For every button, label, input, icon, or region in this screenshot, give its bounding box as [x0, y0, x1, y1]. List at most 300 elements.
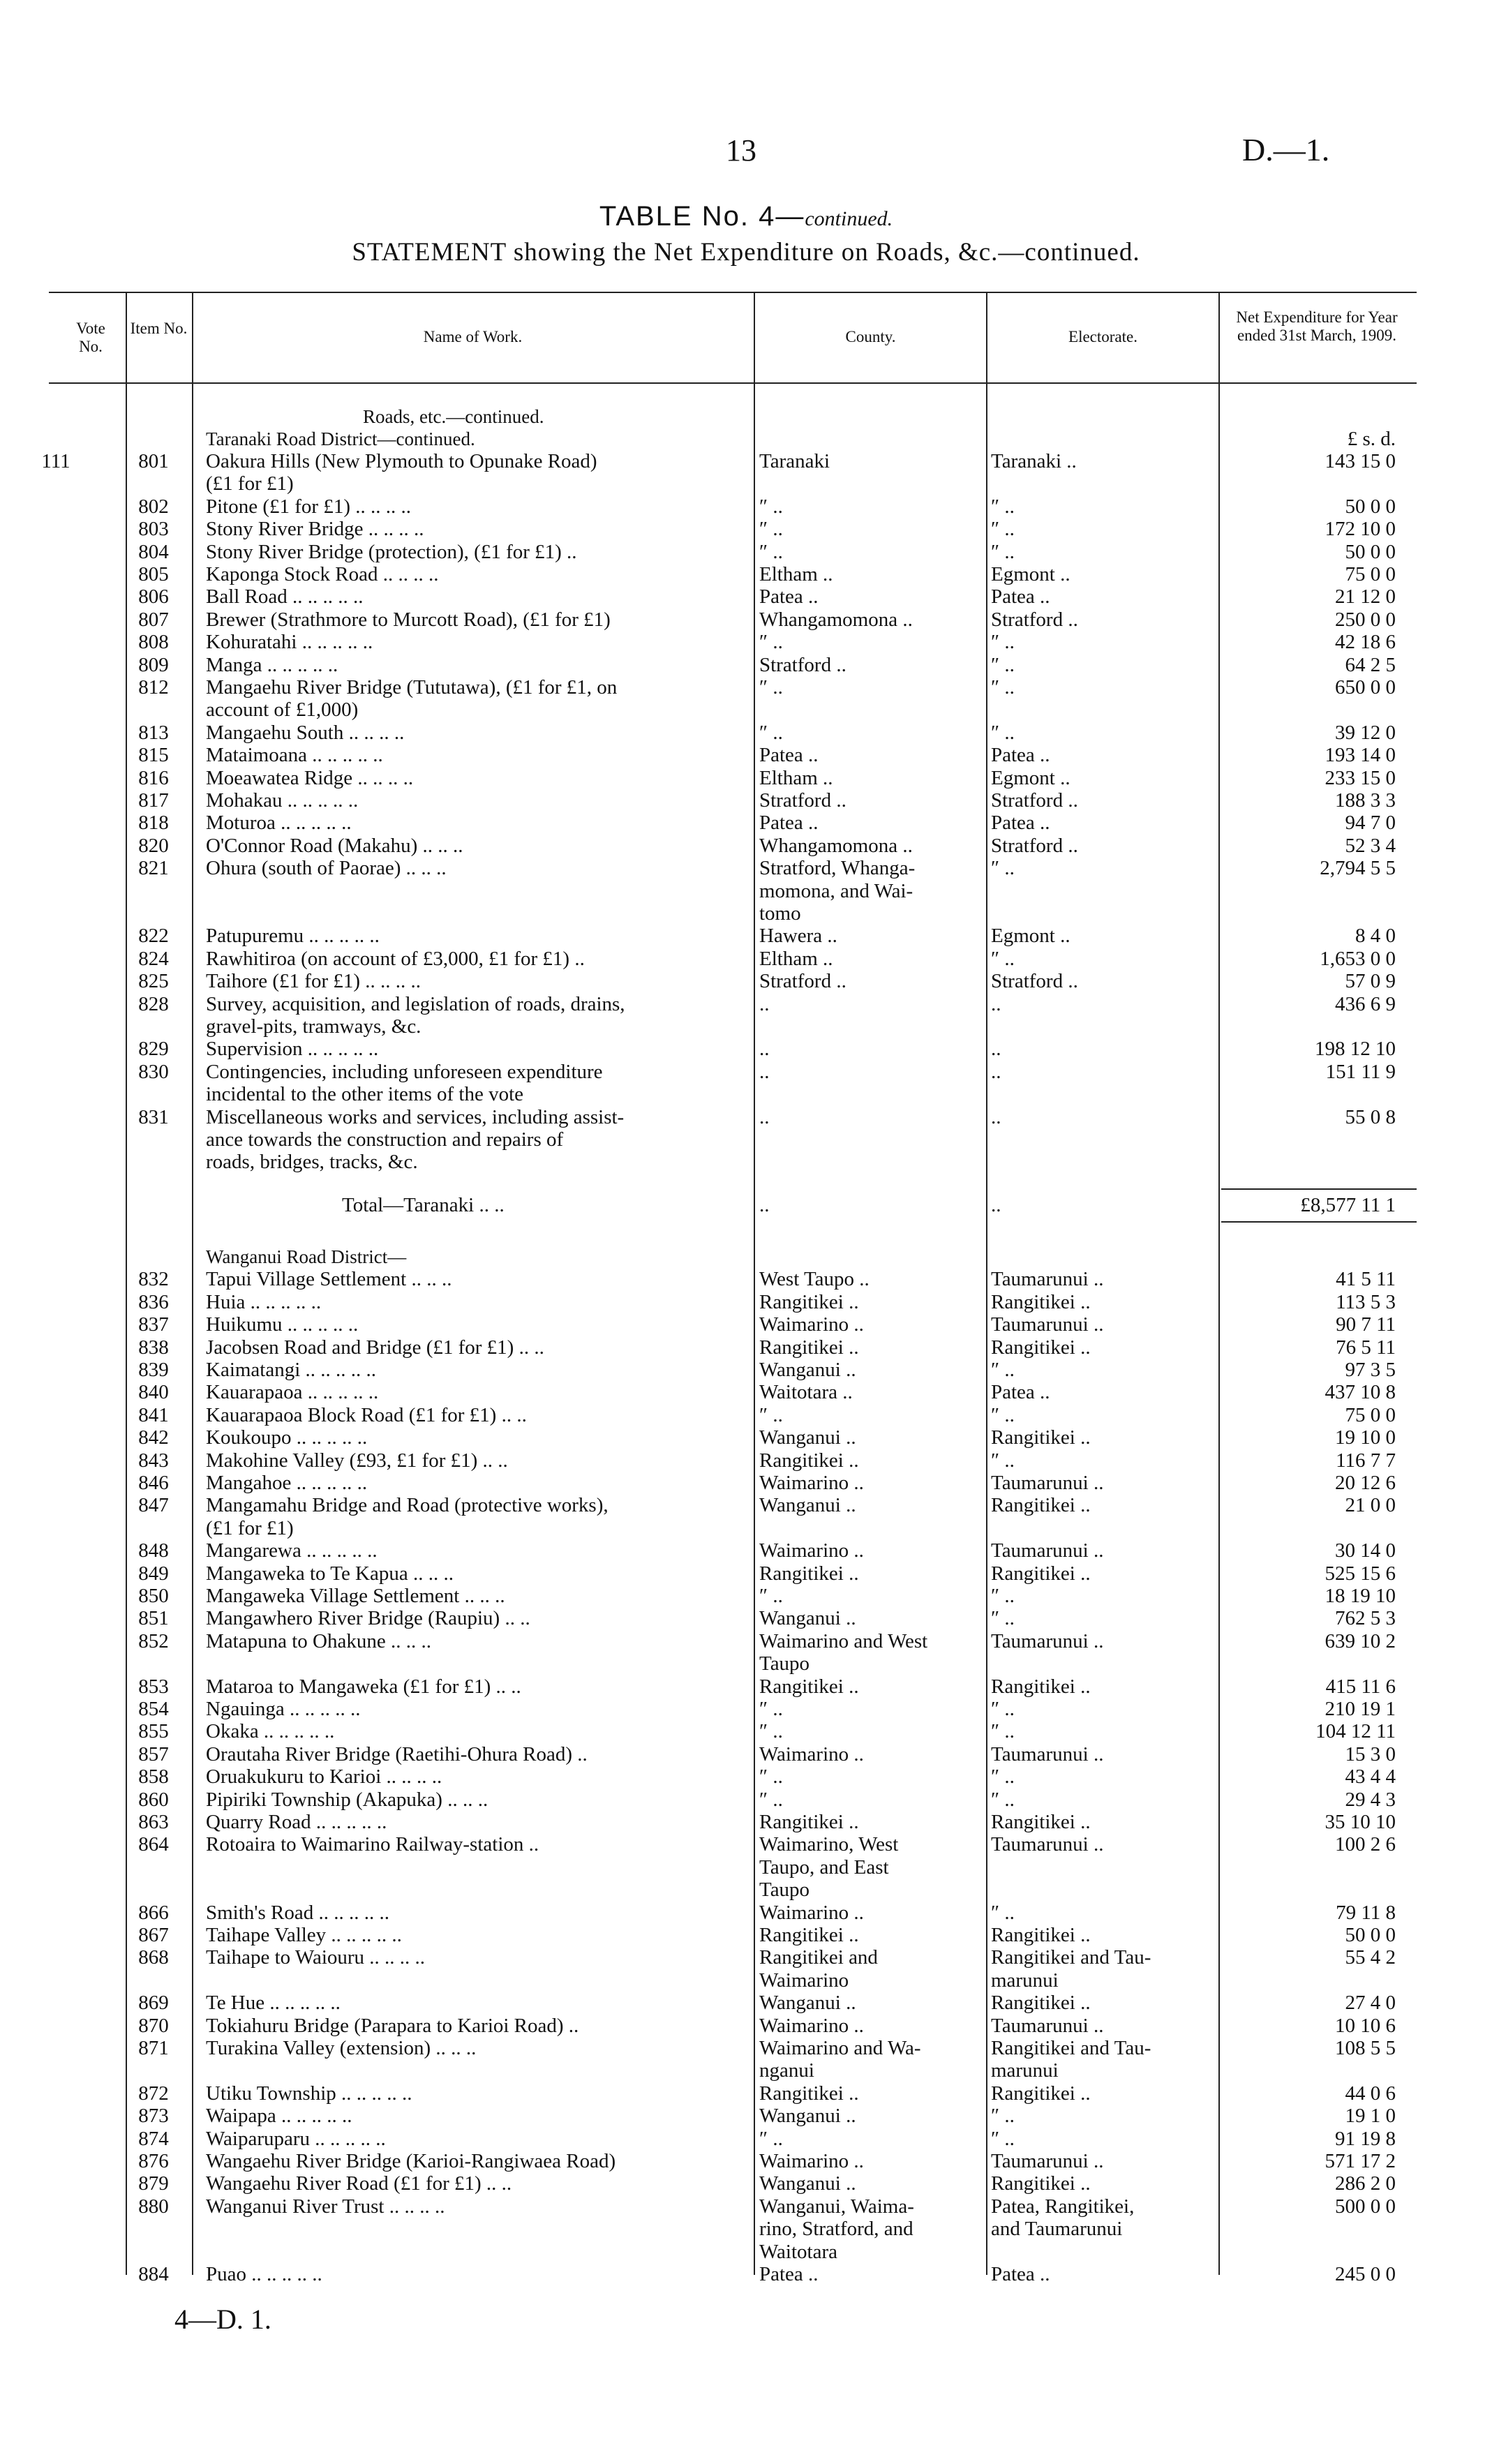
wanganui-row-county: Wanganui .. [759, 2172, 856, 2195]
wanganui-row-county: Waimarino .. [759, 1313, 864, 1336]
wanganui-row-county: Patea .. [759, 2263, 819, 2285]
wanganui-row-electorate: Rangitikei .. [991, 1562, 1091, 1585]
wanganui-row-county: ″ .. [759, 1403, 783, 1426]
wanganui-row-amount: 75 0 0 [1345, 1403, 1396, 1426]
wanganui-row-county: Rangitikei .. [759, 1562, 859, 1585]
taranaki-row-work-name: Supervision .. .. .. .. .. [206, 1038, 379, 1061]
footer-mark: 4—D. 1. [174, 2304, 271, 2335]
taranaki-row-item-no: 804 [138, 540, 169, 563]
wanganui-row-amount: 27 4 0 [1345, 1992, 1396, 2015]
taranaki-row-electorate: ″ .. [991, 540, 1015, 563]
wanganui-row-electorate: ″ .. [991, 1359, 1015, 1381]
wanganui-row-work-name: Smith's Road .. .. .. .. .. [206, 1901, 390, 1924]
wanganui-row-county: ″ .. [759, 1720, 783, 1743]
wanganui-row-county: rino, Stratford, and [759, 2218, 913, 2241]
wanganui-row-county: Wanganui, Waima- [759, 2195, 914, 2218]
taranaki-row-county: Eltham .. [759, 766, 833, 789]
wanganui-row-item-no: 855 [138, 1720, 169, 1743]
taranaki-row-amount: 8 4 0 [1355, 925, 1396, 948]
wanganui-row-work-name: (£1 for £1) [206, 1516, 294, 1539]
col-head-county: County. [845, 328, 896, 345]
wanganui-row-work-name: Makohine Valley (£93, £1 for £1) .. .. [206, 1449, 508, 1472]
wanganui-row-item-no: 874 [138, 2127, 169, 2150]
wanganui-row-amount: 55 4 2 [1345, 1946, 1396, 1969]
wanganui-row-work-name: Kaimatangi .. .. .. .. .. [206, 1359, 377, 1381]
wanganui-row-electorate: Rangitikei .. [991, 1992, 1091, 2015]
wanganui-row-county: Rangitikei .. [759, 1811, 859, 1833]
wanganui-row-work-name: Mangaweka Village Settlement .. .. .. [206, 1585, 505, 1607]
wanganui-row-electorate: ″ .. [991, 1698, 1015, 1720]
wanganui-row-electorate: Taumarunui .. [991, 1833, 1104, 1856]
wanganui-row-electorate: Rangitikei .. [991, 1494, 1091, 1517]
wanganui-row-item-no: 872 [138, 2082, 169, 2105]
wanganui-row-county: Rangitikei .. [759, 1924, 859, 1946]
wanganui-row-work-name: Mangamahu Bridge and Road (protective works), [206, 1494, 609, 1517]
col-head-net-expenditure: Net Expenditure for Year ended 31st March, 1909. [1236, 308, 1398, 344]
wanganui-row-county: Taupo [759, 1652, 810, 1675]
taranaki-row-amount: 233 15 0 [1325, 766, 1396, 789]
wanganui-row-electorate: Rangitikei .. [991, 1426, 1091, 1449]
taranaki-row-electorate: ″ .. [991, 947, 1015, 970]
wanganui-row-work-name: Waiparuparu .. .. .. .. .. [206, 2127, 386, 2150]
wanganui-row-amount: 41 5 11 [1336, 1268, 1396, 1291]
wanganui-row-amount: 116 7 7 [1336, 1449, 1396, 1472]
wanganui-row-work-name: Wangaehu River Road (£1 for £1) .. .. [206, 2172, 512, 2195]
taranaki-row-county: Patea .. [759, 744, 819, 767]
taranaki-row-electorate: Egmont .. [991, 766, 1070, 789]
wanganui-row-electorate: ″ .. [991, 1765, 1015, 1789]
wanganui-row-county: Waimarino .. [759, 2014, 864, 2037]
taranaki-row-county: ″ .. [759, 540, 783, 563]
taranaki-row-electorate: Egmont .. [991, 563, 1070, 585]
wanganui-row-work-name: Huia .. .. .. .. .. [206, 1290, 322, 1313]
wanganui-row-amount: 571 17 2 [1325, 2150, 1396, 2172]
taranaki-row-work-name: Oakura Hills (New Plymouth to Opunake Road) [206, 450, 597, 472]
wanganui-row-county: ″ .. [759, 1698, 783, 1720]
taranaki-row-county: .. [759, 1060, 770, 1083]
wanganui-row-item-no: 873 [138, 2105, 169, 2128]
wanganui-row-item-no: 854 [138, 1698, 169, 1720]
wanganui-row-amount: 245 0 0 [1335, 2263, 1396, 2285]
wanganui-row-work-name: Mataroa to Mangaweka (£1 for £1) .. .. [206, 1675, 521, 1698]
wanganui-row-item-no: 857 [138, 1742, 169, 1765]
wanganui-row-county: Wanganui .. [759, 1494, 856, 1517]
wanganui-row-electorate: Taumarunui .. [991, 1268, 1104, 1291]
taranaki-row-work-name: Kaponga Stock Road .. .. .. .. [206, 563, 439, 585]
wanganui-row-item-no: 848 [138, 1539, 169, 1562]
taranaki-row-work-name: Brewer (Strathmore to Murcott Road), (£1 for £1) [206, 608, 611, 631]
taranaki-row-electorate: Stratford .. [991, 834, 1078, 857]
taranaki-row-work-name: Mangaehu South .. .. .. .. [206, 721, 405, 744]
section-roads: Roads, etc.—continued. [363, 406, 544, 427]
taranaki-row-electorate: ″ .. [991, 653, 1015, 676]
taranaki-row-electorate: Taranaki .. [991, 450, 1077, 472]
taranaki-row-county: Eltham .. [759, 947, 833, 970]
taranaki-row-amount: 75 0 0 [1345, 563, 1396, 585]
wanganui-row-amount: 18 19 10 [1325, 1585, 1396, 1607]
col-head-item: Item No. [130, 320, 188, 337]
wanganui-row-amount: 19 1 0 [1345, 2105, 1396, 2128]
taranaki-row-work-name: roads, bridges, tracks, &c. [206, 1151, 418, 1174]
taranaki-row-electorate: Stratford .. [991, 608, 1078, 631]
wanganui-row-county: ″ .. [759, 2127, 783, 2150]
taranaki-row-work-name: Patupuremu .. .. .. .. .. [206, 925, 380, 948]
wanganui-row-electorate: Rangitikei .. [991, 1924, 1091, 1946]
taranaki-row-county: Whangamomona .. [759, 608, 913, 631]
wanganui-row-item-no: 839 [138, 1359, 169, 1381]
taranaki-row-county: ″ .. [759, 495, 783, 518]
taranaki-row-amount: 198 12 10 [1315, 1038, 1396, 1061]
taranaki-row-work-name: Rawhitiroa (on account of £3,000, £1 for £1) .. [206, 947, 585, 970]
wanganui-row-electorate: Rangitikei and Tau- [991, 1946, 1151, 1969]
taranaki-row-county: .. [759, 1105, 770, 1128]
wanganui-row-electorate: Taumarunui .. [991, 1472, 1104, 1494]
wanganui-row-county: Waitotara .. [759, 1381, 853, 1404]
wanganui-row-item-no: 836 [138, 1290, 169, 1313]
wanganui-row-county: Wanganui .. [759, 2105, 856, 2128]
taranaki-row-electorate: ″ .. [991, 518, 1015, 541]
taranaki-row-amount: 55 0 8 [1345, 1105, 1396, 1128]
wanganui-row-electorate: marunui [991, 2059, 1059, 2082]
wanganui-row-county: Rangitikei .. [759, 1449, 859, 1472]
wanganui-row-amount: 79 11 8 [1336, 1901, 1396, 1924]
taranaki-row-work-name: account of £1,000) [206, 699, 359, 722]
taranaki-row-work-name: Pitone (£1 for £1) .. .. .. .. [206, 495, 411, 518]
wanganui-row-work-name: Okaka .. .. .. .. .. [206, 1720, 335, 1743]
wanganui-row-amount: 100 2 6 [1335, 1833, 1396, 1856]
taranaki-row-county: Patea .. [759, 585, 819, 608]
taranaki-row-county: ″ .. [759, 518, 783, 541]
wanganui-row-amount: 639 10 2 [1325, 1629, 1396, 1652]
taranaki-row-item-no: 822 [138, 925, 169, 948]
wanganui-row-county: West Taupo .. [759, 1268, 870, 1291]
statement-title: STATEMENT showing the Net Expenditure on Roads, &c.—continued. [352, 238, 1140, 267]
taranaki-row-electorate: ″ .. [991, 495, 1015, 518]
taranaki-row-work-name: Stony River Bridge .. .. .. .. [206, 518, 424, 541]
wanganui-row-amount: 76 5 11 [1336, 1336, 1396, 1359]
taranaki-row-county: ″ .. [759, 631, 783, 654]
taranaki-row-electorate: Stratford .. [991, 789, 1078, 812]
wanganui-row-electorate: Rangitikei .. [991, 1811, 1091, 1833]
wanganui-row-electorate: Taumarunui .. [991, 1629, 1104, 1652]
wanganui-row-item-no: 846 [138, 1472, 169, 1494]
wanganui-row-county: ″ .. [759, 1585, 783, 1607]
wanganui-row-electorate: ″ .. [991, 1901, 1015, 1924]
taranaki-row-electorate: ″ .. [991, 721, 1015, 744]
taranaki-row-electorate: Stratford .. [991, 970, 1078, 993]
taranaki-row-county: Taranaki [759, 450, 830, 472]
wanganui-row-electorate: ″ .. [991, 1585, 1015, 1607]
taranaki-row-amount: 2,794 5 5 [1320, 857, 1396, 880]
wanganui-row-electorate: ″ .. [991, 1403, 1015, 1426]
wanganui-row-county: ″ .. [759, 1765, 783, 1789]
wanganui-row-item-no: 863 [138, 1811, 169, 1833]
wanganui-row-item-no: 851 [138, 1607, 169, 1630]
wanganui-row-item-no: 843 [138, 1449, 169, 1472]
taranaki-row-electorate: Patea .. [991, 744, 1050, 767]
wanganui-row-work-name: Oruakukuru to Karioi .. .. .. .. [206, 1765, 442, 1789]
wanganui-row-electorate: Rangitikei .. [991, 2082, 1091, 2105]
wanganui-row-work-name: Orautaha River Bridge (Raetihi-Ohura Road) .. [206, 1742, 588, 1765]
wanganui-row-amount: 19 10 0 [1335, 1426, 1396, 1449]
taranaki-row-work-name: Mangaehu River Bridge (Tututawa), (£1 for £1, on [206, 676, 618, 699]
taranaki-row-amount: 21 12 0 [1335, 585, 1396, 608]
taranaki-row-item-no: 829 [138, 1038, 169, 1061]
wanganui-row-electorate: Rangitikei .. [991, 1336, 1091, 1359]
wanganui-row-amount: 20 12 6 [1335, 1472, 1396, 1494]
wanganui-row-item-no: 860 [138, 1788, 169, 1811]
taranaki-row-electorate: .. [991, 1060, 1001, 1083]
wanganui-row-county: Rangitikei .. [759, 2082, 859, 2105]
wanganui-row-county: Waitotara [759, 2240, 837, 2263]
wanganui-row-amount: 113 5 3 [1336, 1290, 1396, 1313]
wanganui-row-electorate: ″ .. [991, 1607, 1015, 1630]
taranaki-row-electorate: ″ .. [991, 676, 1015, 699]
wanganui-row-electorate: marunui [991, 1969, 1059, 1992]
section-wanganui: Wanganui Road District— [206, 1246, 407, 1267]
taranaki-row-county: Hawera .. [759, 925, 837, 948]
wanganui-row-amount: 286 2 0 [1335, 2172, 1396, 2195]
taranaki-row-item-no: 824 [138, 947, 169, 970]
taranaki-row-electorate: ″ .. [991, 857, 1015, 880]
taranaki-row-work-name: Taihore (£1 for £1) .. .. .. .. [206, 970, 422, 993]
taranaki-row-work-name: Mohakau .. .. .. .. .. [206, 789, 359, 812]
col-head-name: Name of Work. [423, 328, 523, 345]
wanganui-row-work-name: Huikumu .. .. .. .. .. [206, 1313, 359, 1336]
taranaki-row-amount: 436 6 9 [1335, 992, 1396, 1015]
wanganui-row-amount: 437 10 8 [1325, 1381, 1396, 1404]
wanganui-row-amount: 15 3 0 [1345, 1742, 1396, 1765]
wanganui-row-work-name: Mangawhero River Bridge (Raupiu) .. .. [206, 1607, 530, 1630]
wanganui-row-county: Waimarino and West [759, 1629, 928, 1652]
taranaki-row-county: Patea .. [759, 812, 819, 835]
wanganui-row-county: Rangitikei .. [759, 1336, 859, 1359]
taranaki-row-work-name: Mataimoana .. .. .. .. .. [206, 744, 383, 767]
wanganui-row-electorate: Rangitikei and Tau- [991, 2037, 1151, 2059]
wanganui-row-electorate: Rangitikei .. [991, 1675, 1091, 1698]
taranaki-row-work-name: Manga .. .. .. .. .. [206, 653, 338, 676]
taranaki-row-item-no: 817 [138, 789, 169, 812]
wanganui-row-item-no: 853 [138, 1675, 169, 1698]
wanganui-row-amount: 91 19 8 [1335, 2127, 1396, 2150]
page-number: 13 [726, 133, 756, 167]
taranaki-row-county: Stratford, Whanga- [759, 857, 916, 880]
wanganui-row-work-name: Matapuna to Ohakune .. .. .. [206, 1629, 431, 1652]
taranaki-row-item-no: 830 [138, 1060, 169, 1083]
taranaki-row-item-no: 805 [138, 563, 169, 585]
taranaki-row-county: .. [759, 1038, 770, 1061]
wanganui-row-electorate: ″ .. [991, 1720, 1015, 1743]
wanganui-row-amount: 104 12 11 [1315, 1720, 1396, 1743]
table-title-continued: continued. [805, 207, 893, 230]
wanganui-row-amount: 762 5 3 [1335, 1607, 1396, 1630]
wanganui-row-amount: 43 4 4 [1345, 1765, 1396, 1789]
wanganui-row-amount: 415 11 6 [1325, 1675, 1396, 1698]
wanganui-row-work-name: Tokiahuru Bridge (Parapara to Karioi Road) .. [206, 2014, 579, 2037]
taranaki-row-amount: 151 11 9 [1325, 1060, 1396, 1083]
wanganui-row-work-name: Rotoaira to Waimarino Railway-station .. [206, 1833, 539, 1856]
wanganui-row-electorate: Rangitikei .. [991, 2172, 1091, 2195]
wanganui-row-item-no: 840 [138, 1381, 169, 1404]
taranaki-row-amount: 188 3 3 [1335, 789, 1396, 812]
wanganui-row-work-name: Te Hue .. .. .. .. .. [206, 1992, 341, 2015]
total-county: .. [759, 1194, 770, 1216]
taranaki-row-electorate: .. [991, 992, 1001, 1015]
total-top-rule [1221, 1188, 1417, 1190]
taranaki-row-item-no: 801 [138, 450, 169, 472]
taranaki-row-amount: 57 0 9 [1345, 970, 1396, 993]
wanganui-row-county: Waimarino .. [759, 1901, 864, 1924]
wanganui-row-work-name: Turakina Valley (extension) .. .. .. [206, 2037, 477, 2059]
wanganui-row-county: Waimarino, West [759, 1833, 899, 1856]
wanganui-row-electorate: Taumarunui .. [991, 1313, 1104, 1336]
taranaki-row-amount: 143 15 0 [1325, 450, 1396, 472]
col-head-vote: Vote No. [76, 320, 105, 355]
taranaki-row-item-no: 803 [138, 518, 169, 541]
taranaki-row-work-name: (£1 for £1) [206, 472, 294, 495]
wanganui-row-electorate: ″ .. [991, 2105, 1015, 2128]
wanganui-row-county: Waimarino and Wa- [759, 2037, 921, 2059]
taranaki-row-work-name: Survey, acquisition, and legislation of roads, drains, [206, 992, 625, 1015]
wanganui-row-item-no: 879 [138, 2172, 169, 2195]
wanganui-row-electorate: Taumarunui .. [991, 2150, 1104, 2172]
wanganui-row-work-name: Quarry Road .. .. .. .. .. [206, 1811, 387, 1833]
wanganui-row-electorate: Taumarunui .. [991, 2014, 1104, 2037]
wanganui-row-item-no: 870 [138, 2014, 169, 2037]
wanganui-row-amount: 44 0 6 [1345, 2082, 1396, 2105]
wanganui-row-county: Wanganui .. [759, 1426, 856, 1449]
total-label: Total—Taranaki .. .. [342, 1194, 505, 1216]
taranaki-row-work-name: Stony River Bridge (protection), (£1 for £1) .. [206, 540, 577, 563]
wanganui-row-item-no: 838 [138, 1336, 169, 1359]
taranaki-row-item-no: 831 [138, 1105, 169, 1128]
wanganui-row-item-no: 869 [138, 1992, 169, 2015]
wanganui-row-electorate: Patea, Rangitikei, [991, 2195, 1135, 2218]
wanganui-row-amount: 108 5 5 [1335, 2037, 1396, 2059]
wanganui-row-amount: 21 0 0 [1345, 1494, 1396, 1517]
wanganui-row-item-no: 847 [138, 1494, 169, 1517]
wanganui-row-county: Wanganui .. [759, 1992, 856, 2015]
taranaki-row-amount: 250 0 0 [1335, 608, 1396, 631]
document-code: D.—1. [1242, 132, 1330, 167]
wanganui-row-item-no: 867 [138, 1924, 169, 1946]
wanganui-row-county: Rangitikei and [759, 1946, 878, 1969]
wanganui-row-county: Wanganui .. [759, 1607, 856, 1630]
wanganui-row-electorate: ″ .. [991, 2127, 1015, 2150]
taranaki-row-amount: 50 0 0 [1345, 540, 1396, 563]
taranaki-row-county: momona, and Wai- [759, 879, 913, 902]
wanganui-row-item-no: 866 [138, 1901, 169, 1924]
wanganui-row-county: Taupo, and East [759, 1856, 889, 1879]
wanganui-row-work-name: Kauarapaoa .. .. .. .. .. [206, 1381, 379, 1404]
wanganui-row-electorate: Taumarunui .. [991, 1539, 1104, 1562]
taranaki-row-amount: 193 14 0 [1325, 744, 1396, 767]
wanganui-row-electorate: ″ .. [991, 1449, 1015, 1472]
wanganui-row-work-name: Wanganui River Trust .. .. .. .. [206, 2195, 445, 2218]
taranaki-row-electorate: Patea .. [991, 812, 1050, 835]
taranaki-row-amount: 52 3 4 [1345, 834, 1396, 857]
taranaki-row-item-no: 812 [138, 676, 169, 699]
wanganui-row-county: Waimarino .. [759, 2150, 864, 2172]
vote-number: 111 [41, 450, 70, 472]
wanganui-row-work-name: Kauarapaoa Block Road (£1 for £1) .. .. [206, 1403, 527, 1426]
table-title-main: TABLE No. 4— [599, 201, 805, 232]
taranaki-row-work-name: Ball Road .. .. .. .. .. [206, 585, 364, 608]
taranaki-row-work-name: Moeawatea Ridge .. .. .. .. [206, 766, 414, 789]
taranaki-row-county: Whangamomona .. [759, 834, 913, 857]
wanganui-row-work-name: Taihape to Waiouru .. .. .. .. [206, 1946, 426, 1969]
taranaki-row-item-no: 813 [138, 721, 169, 744]
taranaki-row-county: ″ .. [759, 676, 783, 699]
taranaki-row-electorate: Patea .. [991, 585, 1050, 608]
taranaki-row-item-no: 816 [138, 766, 169, 789]
taranaki-row-county: Stratford .. [759, 789, 846, 812]
taranaki-row-county: Stratford .. [759, 653, 846, 676]
taranaki-row-item-no: 825 [138, 970, 169, 993]
taranaki-row-work-name: O'Connor Road (Makahu) .. .. .. [206, 834, 463, 857]
taranaki-row-county: tomo [759, 902, 801, 925]
taranaki-row-county: .. [759, 992, 770, 1015]
taranaki-row-item-no: 809 [138, 653, 169, 676]
wanganui-row-amount: 30 14 0 [1335, 1539, 1396, 1562]
taranaki-row-work-name: Miscellaneous works and services, including assist- [206, 1105, 625, 1128]
wanganui-row-amount: 35 10 10 [1325, 1811, 1396, 1833]
taranaki-row-amount: 39 12 0 [1335, 721, 1396, 744]
taranaki-row-work-name: gravel-pits, tramways, &c. [206, 1015, 422, 1038]
taranaki-row-work-name: Kohuratahi .. .. .. .. .. [206, 631, 373, 654]
taranaki-row-work-name: Ohura (south of Paorae) .. .. .. [206, 857, 447, 880]
taranaki-row-item-no: 802 [138, 495, 169, 518]
wanganui-row-item-no: 837 [138, 1313, 169, 1336]
wanganui-row-item-no: 852 [138, 1629, 169, 1652]
wanganui-row-electorate: Taumarunui .. [991, 1742, 1104, 1765]
taranaki-row-item-no: 818 [138, 812, 169, 835]
wanganui-row-work-name: Pipiriki Township (Akapuka) .. .. .. [206, 1788, 488, 1811]
taranaki-row-electorate: Egmont .. [991, 925, 1070, 948]
wanganui-row-electorate: Patea .. [991, 1381, 1050, 1404]
col-head-electorate: Electorate. [1068, 328, 1137, 345]
wanganui-row-item-no: 864 [138, 1833, 169, 1856]
wanganui-row-county: nganui [759, 2059, 814, 2082]
section-taranaki: Taranaki Road District—continued. [206, 428, 475, 449]
wanganui-row-work-name: Ngauinga .. .. .. .. .. [206, 1698, 361, 1720]
wanganui-row-item-no: 858 [138, 1765, 169, 1789]
taranaki-row-county: Stratford .. [759, 970, 846, 993]
wanganui-row-electorate: ″ .. [991, 1788, 1015, 1811]
wanganui-row-item-no: 884 [138, 2263, 169, 2285]
wanganui-row-work-name: Wangaehu River Bridge (Karioi-Rangiwaea Road) [206, 2150, 616, 2172]
wanganui-row-amount: 97 3 5 [1345, 1359, 1396, 1381]
wanganui-row-county: Waimarino .. [759, 1472, 864, 1494]
taranaki-row-amount: 64 2 5 [1345, 653, 1396, 676]
taranaki-row-amount: 50 0 0 [1345, 495, 1396, 518]
taranaki-row-item-no: 821 [138, 857, 169, 880]
taranaki-row-amount: 172 10 0 [1325, 518, 1396, 541]
wanganui-row-work-name: Tapui Village Settlement .. .. .. [206, 1268, 452, 1291]
taranaki-row-work-name: Moturoa .. .. .. .. .. [206, 812, 352, 835]
wanganui-row-electorate: Patea .. [991, 2263, 1050, 2285]
wanganui-row-electorate: and Taumarunui [991, 2218, 1123, 2241]
wanganui-row-item-no: 876 [138, 2150, 169, 2172]
taranaki-row-county: ″ .. [759, 721, 783, 744]
taranaki-row-amount: 650 0 0 [1335, 676, 1396, 699]
taranaki-row-item-no: 807 [138, 608, 169, 631]
wanganui-row-amount: 90 7 11 [1336, 1313, 1396, 1336]
wanganui-row-item-no: 842 [138, 1426, 169, 1449]
taranaki-row-work-name: Contingencies, including unforeseen expenditure [206, 1060, 603, 1083]
wanganui-row-work-name: Koukoupo .. .. .. .. .. [206, 1426, 368, 1449]
wanganui-row-work-name: Utiku Township .. .. .. .. .. [206, 2082, 412, 2105]
